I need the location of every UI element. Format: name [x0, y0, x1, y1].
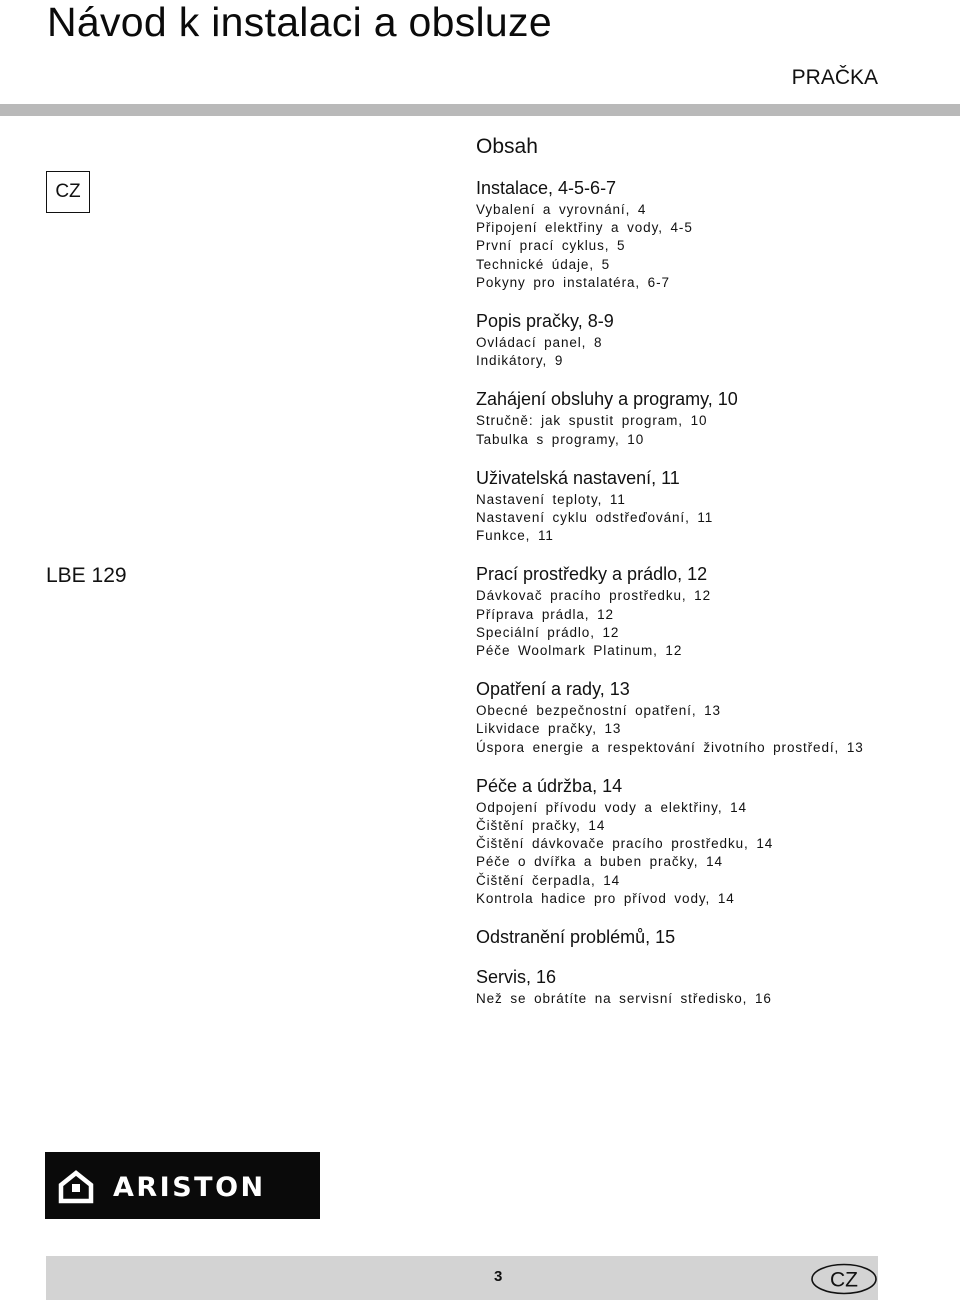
- toc-section-title: Popis pračky, 8-9: [476, 311, 614, 332]
- toc-section: [476, 927, 946, 948]
- toc-section-title: Instalace, 4-5-6-7: [476, 178, 617, 198]
- toc-entry: Příprava prádla, 12: [476, 606, 614, 622]
- toc-entry: Nastavení cyklu odstřeďování, 11: [476, 510, 714, 526]
- toc-entry: První prací cyklus, 5: [476, 238, 626, 254]
- toc-entry: Ovládací panel, 8: [476, 335, 603, 351]
- toc-section: [476, 311, 946, 370]
- language-badge: CZ: [46, 171, 90, 213]
- country-code-badge: [809, 1262, 879, 1296]
- toc-entry: Úspora energie a respektování životního prostředí, 13: [476, 739, 864, 755]
- toc-entry: Péče Woolmark Platinum, 12: [476, 643, 683, 659]
- toc-entry: Kontrola hadice pro přívod vody, 14: [476, 890, 735, 906]
- toc-entry: Stručně: jak spustit program, 10: [476, 413, 708, 429]
- toc-entry: Indikátory, 9: [476, 353, 564, 369]
- brand-name: ARISTON: [113, 1172, 266, 1203]
- toc-entry: Speciální prádlo, 12: [476, 624, 620, 640]
- toc-entry: Funkce, 11: [476, 528, 554, 544]
- toc-section-title: Opatření a rady, 13: [476, 679, 630, 700]
- toc-section-title: Zahájení obsluhy a programy, 10: [476, 389, 738, 410]
- toc-section-title: Péče a údržba, 14: [476, 775, 623, 796]
- model-number: LBE 129: [46, 564, 127, 587]
- toc-section: [476, 776, 946, 908]
- toc-entry: Technické údaje, 5: [476, 256, 611, 272]
- toc-section: [476, 967, 946, 1008]
- toc-section: [476, 389, 946, 448]
- toc-entry: Odpojení přívodu vody a elektřiny, 14: [476, 799, 747, 815]
- house-icon: [58, 1170, 94, 1204]
- toc-entry: Péče o dvířka a buben pračky, 14: [476, 854, 723, 870]
- toc-section-title: Prací prostředky a prádlo, 12: [476, 564, 708, 585]
- product-type: PRAČKA: [791, 66, 878, 89]
- toc-entry: Čištění čerpadla, 14: [476, 872, 621, 888]
- toc-entry: Tabulka s programy, 10: [476, 431, 645, 447]
- ariston-logo: [45, 1152, 320, 1219]
- header-divider: [0, 104, 960, 116]
- toc-section: [476, 178, 946, 292]
- toc-entry: Obecné bezpečnostní opatření, 13: [476, 703, 721, 719]
- toc-entry: Čištění pračky, 14: [476, 818, 606, 834]
- toc-entry: Než se obrátíte na servisní středisko, 16: [476, 991, 772, 1007]
- toc-section: [476, 564, 946, 660]
- toc-entry: Dávkovač pracího prostředku, 12: [476, 588, 712, 604]
- toc-section-title: Uživatelská nastavení, 11: [476, 467, 680, 488]
- toc-entry: Pokyny pro instalatéra, 6-7: [476, 274, 670, 290]
- toc-section: [476, 468, 946, 546]
- toc-section-title: Odstranění problémů, 15: [476, 927, 676, 948]
- toc-section-title: Servis, 16: [476, 967, 557, 988]
- toc-entry: Likvidace pračky, 13: [476, 721, 622, 737]
- toc-entry: Nastavení teploty, 11: [476, 491, 626, 507]
- toc-section: [476, 679, 946, 757]
- table-of-contents: [476, 178, 946, 1027]
- document-title: Návod k instalaci a obsluze: [47, 0, 552, 45]
- page-number: 3: [494, 1268, 503, 1285]
- toc-entry: Čištění dávkovače pracího prostředku, 14: [476, 836, 774, 852]
- country-code-label: CZ: [830, 1268, 858, 1292]
- toc-entry: Připojení elektřiny a vody, 4-5: [476, 220, 693, 236]
- toc-entry: Vybalení a vyrovnání, 4: [476, 202, 647, 217]
- toc-heading: Obsah: [476, 135, 538, 158]
- footer-bar: [46, 1256, 878, 1300]
